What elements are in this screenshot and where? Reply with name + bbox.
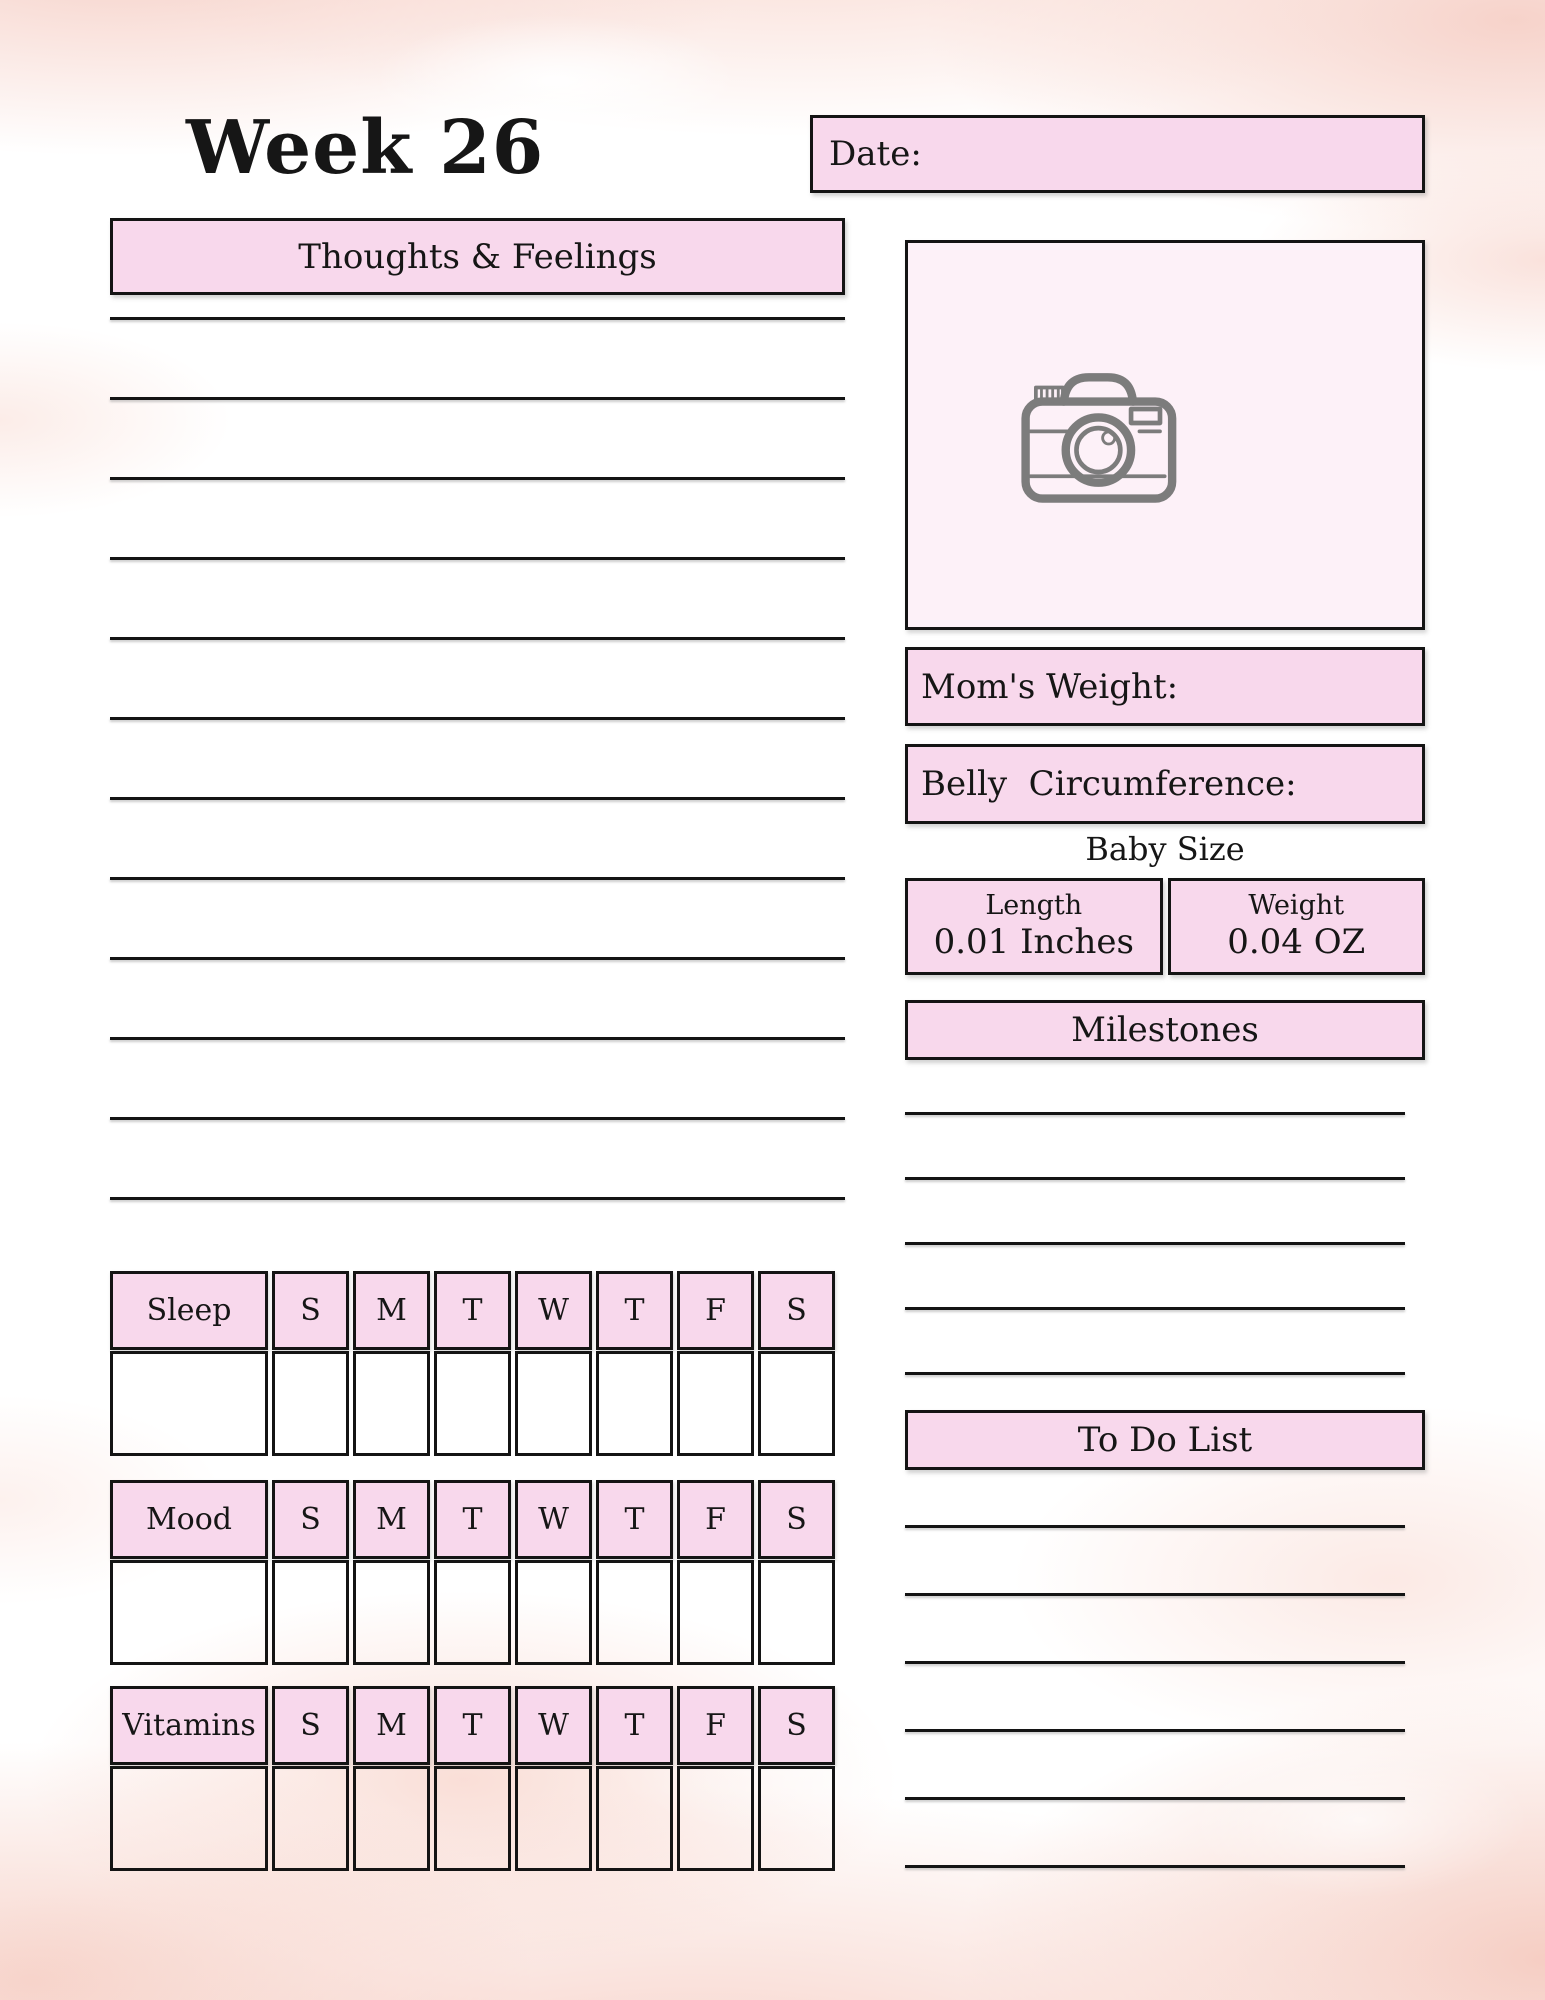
photo-placeholder[interactable] — [905, 240, 1425, 630]
ruled-line — [110, 637, 845, 640]
tracker-day-header: T — [596, 1686, 673, 1765]
tracker-day-header: S — [758, 1686, 835, 1765]
tracker-entry-cell[interactable] — [110, 1766, 268, 1871]
tracker-entry-cell[interactable] — [515, 1351, 592, 1456]
tracker-day-header: W — [515, 1480, 592, 1559]
date-label: Date: — [829, 134, 922, 174]
tracker-entry-cell[interactable] — [434, 1766, 511, 1871]
ruled-line — [110, 877, 845, 880]
todo-writing-lines[interactable] — [905, 1525, 1405, 1933]
tracker-day-header: M — [353, 1686, 430, 1765]
ruled-line — [905, 1242, 1405, 1245]
belly-circumference-label: Belly Circumference: — [921, 764, 1297, 804]
moms-weight-label: Mom's Weight: — [921, 666, 1179, 707]
tracker-entry-cell[interactable] — [272, 1351, 349, 1456]
tracker-entry-cell[interactable] — [677, 1560, 754, 1665]
thoughts-feelings-header — [110, 218, 845, 295]
tracker-day-header: S — [758, 1480, 835, 1559]
tracker-entry-cell[interactable] — [758, 1560, 835, 1665]
date-field[interactable] — [810, 115, 1425, 193]
tracker-entry-cell[interactable] — [596, 1766, 673, 1871]
tracker-entry-cell[interactable] — [515, 1766, 592, 1871]
tracker-day-header: T — [434, 1271, 511, 1350]
ruled-line — [110, 1037, 845, 1040]
tracker-day-header: F — [677, 1480, 754, 1559]
ruled-line — [905, 1729, 1405, 1732]
tracker-entry-cell[interactable] — [110, 1560, 268, 1665]
tracker-label-sleep: Sleep — [110, 1271, 268, 1350]
ruled-line — [110, 557, 845, 560]
ruled-line — [110, 1197, 845, 1200]
tracker-day-header: F — [677, 1271, 754, 1350]
tracker-day-header: S — [272, 1686, 349, 1765]
ruled-line — [110, 797, 845, 800]
ruled-line — [110, 317, 845, 320]
page-title: Week 26 — [186, 105, 545, 191]
tracker-day-header: M — [353, 1271, 430, 1350]
ruled-line — [905, 1177, 1405, 1180]
tracker-entry-cell[interactable] — [515, 1560, 592, 1665]
baby-size-row — [905, 878, 1425, 975]
tracker-entry-cell[interactable] — [272, 1766, 349, 1871]
tracker-day-header: F — [677, 1686, 754, 1765]
baby-weight-label: Weight — [1248, 889, 1345, 921]
tracker-day-header: S — [272, 1480, 349, 1559]
tracker-entry-cell[interactable] — [758, 1351, 835, 1456]
moms-weight-field[interactable] — [905, 647, 1425, 726]
vitamins-tracker — [110, 1686, 835, 1871]
tracker-day-header: W — [515, 1686, 592, 1765]
thoughts-writing-lines[interactable] — [110, 317, 845, 1277]
todo-list-header — [905, 1410, 1425, 1470]
tracker-entry-cell[interactable] — [596, 1351, 673, 1456]
ruled-line — [905, 1593, 1405, 1596]
tracker-day-header: T — [434, 1480, 511, 1559]
tracker-entry-cell[interactable] — [110, 1351, 268, 1456]
milestones-title: Milestones — [1071, 1010, 1259, 1050]
baby-length-label: Length — [985, 889, 1083, 921]
tracker-day-header: T — [434, 1686, 511, 1765]
ruled-line — [905, 1307, 1405, 1310]
ruled-line — [905, 1661, 1405, 1664]
ruled-line — [905, 1525, 1405, 1528]
baby-weight-value: 0.04 OZ — [1227, 922, 1366, 963]
belly-circumference-field[interactable] — [905, 744, 1425, 824]
tracker-day-header: W — [515, 1271, 592, 1350]
baby-length-cell — [905, 878, 1163, 975]
milestones-writing-lines[interactable] — [905, 1112, 1405, 1437]
tracker-entry-cell[interactable] — [677, 1766, 754, 1871]
ruled-line — [110, 1117, 845, 1120]
ruled-line — [905, 1372, 1405, 1375]
ruled-line — [110, 397, 845, 400]
sleep-tracker — [110, 1271, 835, 1456]
ruled-line — [110, 957, 845, 960]
ruled-line — [110, 477, 845, 480]
tracker-entry-cell[interactable] — [353, 1351, 430, 1456]
milestones-header — [905, 1000, 1425, 1060]
tracker-entry-cell[interactable] — [353, 1766, 430, 1871]
tracker-day-header: S — [272, 1271, 349, 1350]
camera-icon — [1020, 363, 1188, 511]
tracker-day-header: S — [758, 1271, 835, 1350]
tracker-entry-cell[interactable] — [434, 1351, 511, 1456]
tracker-entry-cell[interactable] — [272, 1560, 349, 1665]
tracker-day-header: T — [596, 1271, 673, 1350]
tracker-entry-cell[interactable] — [596, 1560, 673, 1665]
tracker-entry-cell[interactable] — [353, 1560, 430, 1665]
todo-list-title: To Do List — [1077, 1420, 1253, 1460]
tracker-entry-cell[interactable] — [758, 1766, 835, 1871]
tracker-entry-cell[interactable] — [434, 1560, 511, 1665]
ruled-line — [110, 717, 845, 720]
tracker-day-header: T — [596, 1480, 673, 1559]
tracker-day-header: M — [353, 1480, 430, 1559]
tracker-label-mood: Mood — [110, 1480, 268, 1559]
thoughts-feelings-title: Thoughts & Feelings — [298, 236, 657, 277]
tracker-label-vitamins: Vitamins — [110, 1686, 268, 1765]
ruled-line — [905, 1797, 1405, 1800]
baby-length-value: 0.01 Inches — [933, 922, 1134, 963]
baby-weight-cell — [1168, 878, 1426, 975]
baby-size-title: Baby Size — [1085, 830, 1245, 868]
mood-tracker — [110, 1480, 835, 1665]
ruled-line — [905, 1112, 1405, 1115]
ruled-line — [905, 1865, 1405, 1868]
tracker-entry-cell[interactable] — [677, 1351, 754, 1456]
